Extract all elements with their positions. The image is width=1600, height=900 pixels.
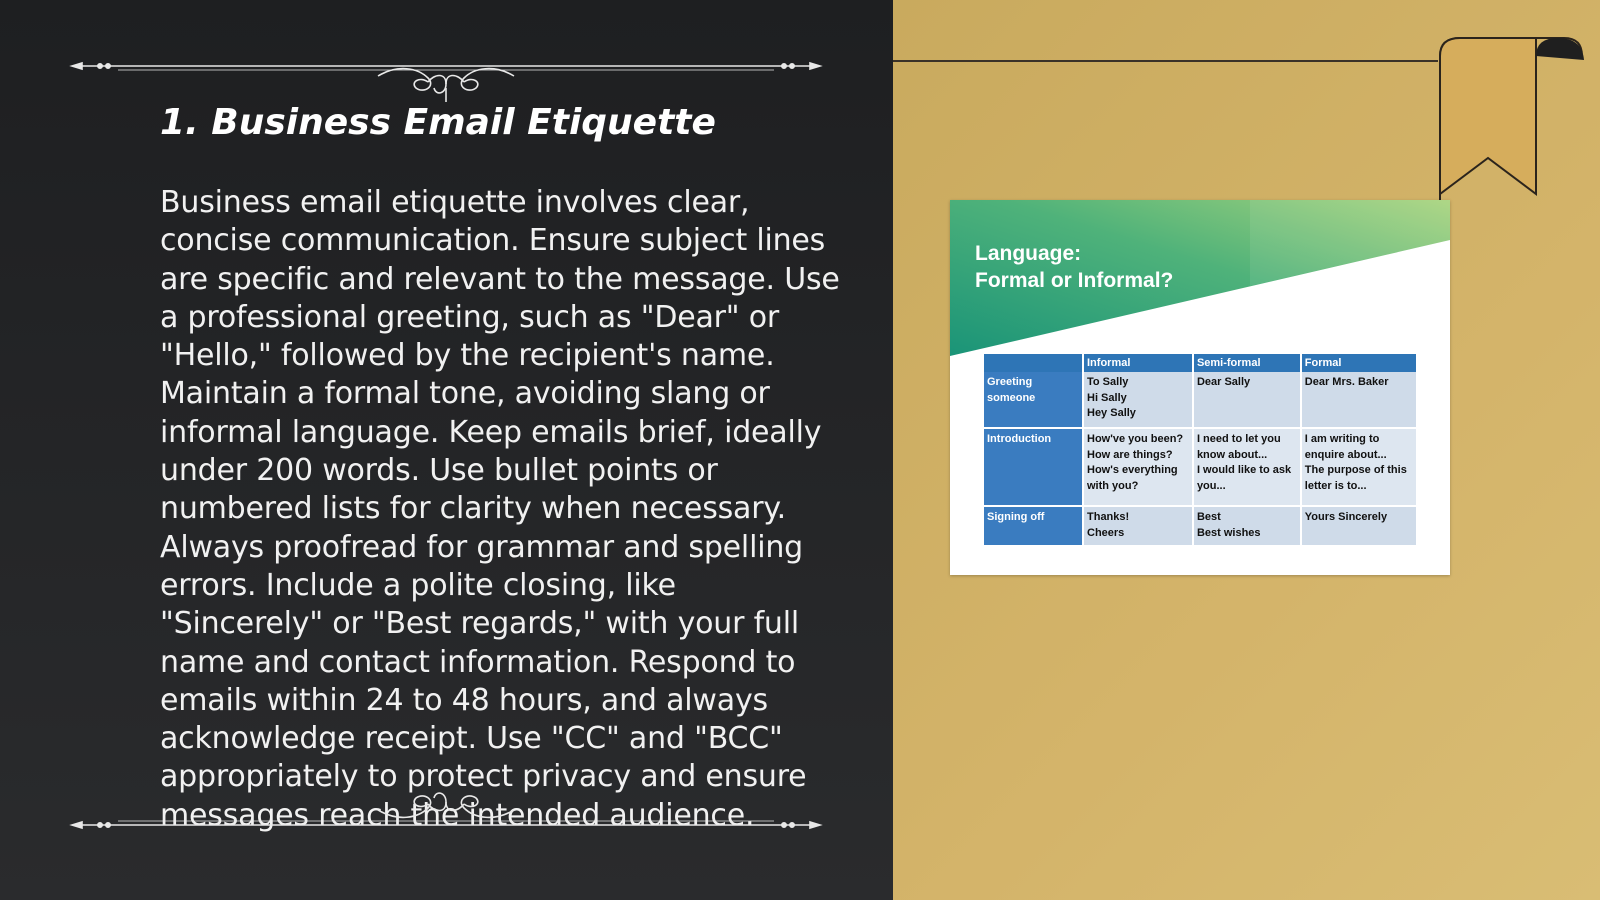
table-header-cell: Formal [1301,354,1417,372]
table-cell: I am writing to enquire about... The purpose of this letter is to... [1301,428,1417,506]
language-table [984,354,1418,547]
table-cell: Best Best wishes [1193,506,1301,546]
body-paragraph: Business email etiquette involves clear, concise communication. Ensure subject lines are specific and relevant to the message. Use a professional greeting, such as "Dear" or "Hello," followed by the recipient's name. Maintain a formal tone, avoiding slang or informal language. Keep emails brief, ideally under 200 words. Use bullet points or numbered lists for clarity when necessary. Always proofread for grammar and spelling errors. Include a polite closing, like "Sincerely" or "Best regards," with your full name and contact information. Respond to emails within 24 to 48 hours, and always acknowledge receipt. Use "CC" and "BCC" appropriately to protect privacy and ensure messages reach the intended audience. [160,185,840,833]
bottom-ornament-divider [68,780,824,840]
slide-title: 1. Business Email Etiquette [160,102,716,143]
table-header-row [984,354,1417,372]
top-rule-line [893,60,1438,62]
table-row [984,506,1417,546]
table-cell: Dear Sally [1193,372,1301,428]
thumb-title-line2: Formal or Informal? [975,269,1174,292]
thumb-title-line1: Language: [975,242,1082,265]
table-cell: I need to let you know about... I would like to ask you... [1193,428,1301,506]
top-ornament-divider [68,44,824,104]
table-cell: Thanks! Cheers [1083,506,1193,546]
thumb-title [975,240,1173,294]
table-header-cell [984,354,1083,372]
bookmark-ribbon-icon [1432,34,1600,204]
row-label: Introduction [984,428,1083,506]
row-label: Signing off [984,506,1083,546]
table-header-cell: Informal [1083,354,1193,372]
row-label: Greeting someone [984,372,1083,428]
table-cell: Yours Sincerely [1301,506,1417,546]
table-row [984,372,1417,428]
language-table-image [950,200,1450,575]
table-cell: To Sally Hi Sally Hey Sally [1083,372,1193,428]
table-cell: How've you been? How are things? How's everything with you? [1083,428,1193,506]
table-cell: Dear Mrs. Baker [1301,372,1417,428]
table-header-cell: Semi-formal [1193,354,1301,372]
table-row [984,428,1417,506]
